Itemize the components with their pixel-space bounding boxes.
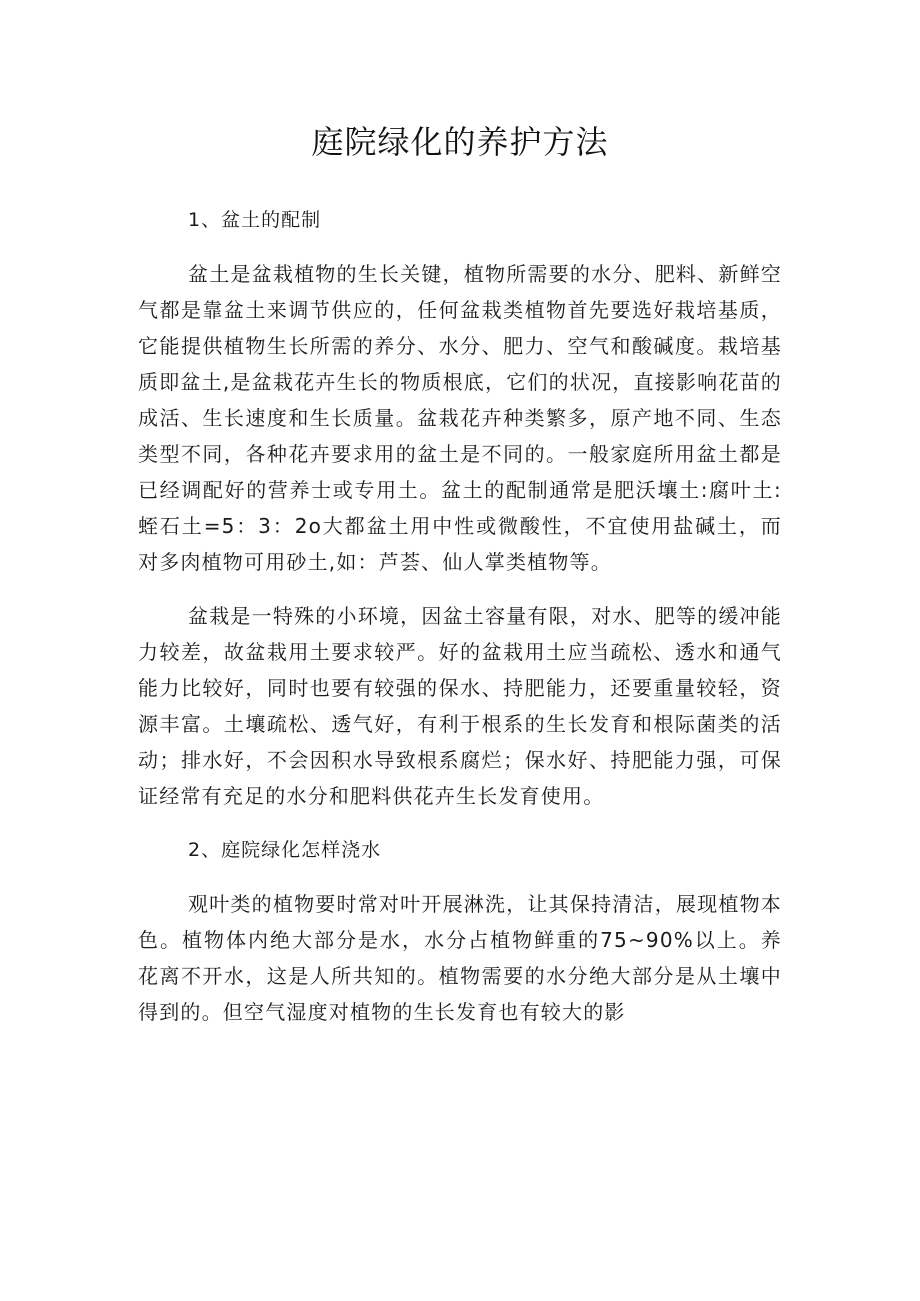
section-1-paragraph-1: 盆土是盆栽植物的生长关键，植物所需要的水分、肥料、新鲜空气都是靠盆土来调节供应的，任何盆栽类植物首先要选好栽培基质，它能提供植物生长所需的养分、水分、肥力、空气和酸碱度。栽培基质即盆土,是盆栽花卉生长的物质根底，它们的状况，直接影响花苗的成活、生长速度和生长质量。盆栽花卉种类繁多，原产地不同、生态类型不同，各种花卉要求用的盆土是不同的。一般家庭所用盆土都是已经调配好的营养士或专用土。盆土的配制通常是肥沃壤土:腐叶土:蛭石土=5：3：2o大都盆土用中性或微酸性，不宜使用盐碱土，而对多肉植物可用砂土,如：芦荟、仙人掌类植物等。 xyxy=(138,262,782,574)
section-2-paragraph-1: 观叶类的植物要时常对叶开展淋洗，让其保持清洁，展现植物本色。植物体内绝大部分是水，水分占植物鲜重的75~90%以上。养花离不开水，这是人所共知的。植物需要的水分绝大部分是从土壤中得到的。但空气湿度对植物的生长发育也有较大的影 xyxy=(138,892,782,1024)
document-title: 庭院绿化的养护方法 xyxy=(311,123,609,161)
section-1-heading: 1、盆土的配制 xyxy=(188,209,322,231)
section-2-heading: 2、庭院绿化怎样浇水 xyxy=(188,839,382,861)
section-1-paragraph-2: 盆栽是一特殊的小环境，因盆土容量有限，对水、肥等的缓冲能力较差，故盆栽用土要求较严。好的盆栽用土应当疏松、透水和通气能力比较好，同时也要有较强的保水、持肥能力，还要重量较轻，资源丰富。土壤疏松、透气好，有利于根系的生长发育和根际菌类的活动；排水好，不会因积水导致根系腐烂；保水好、持肥能力强，可保证经常有充足的水分和肥料供花卉生长发育使用。 xyxy=(138,604,782,808)
